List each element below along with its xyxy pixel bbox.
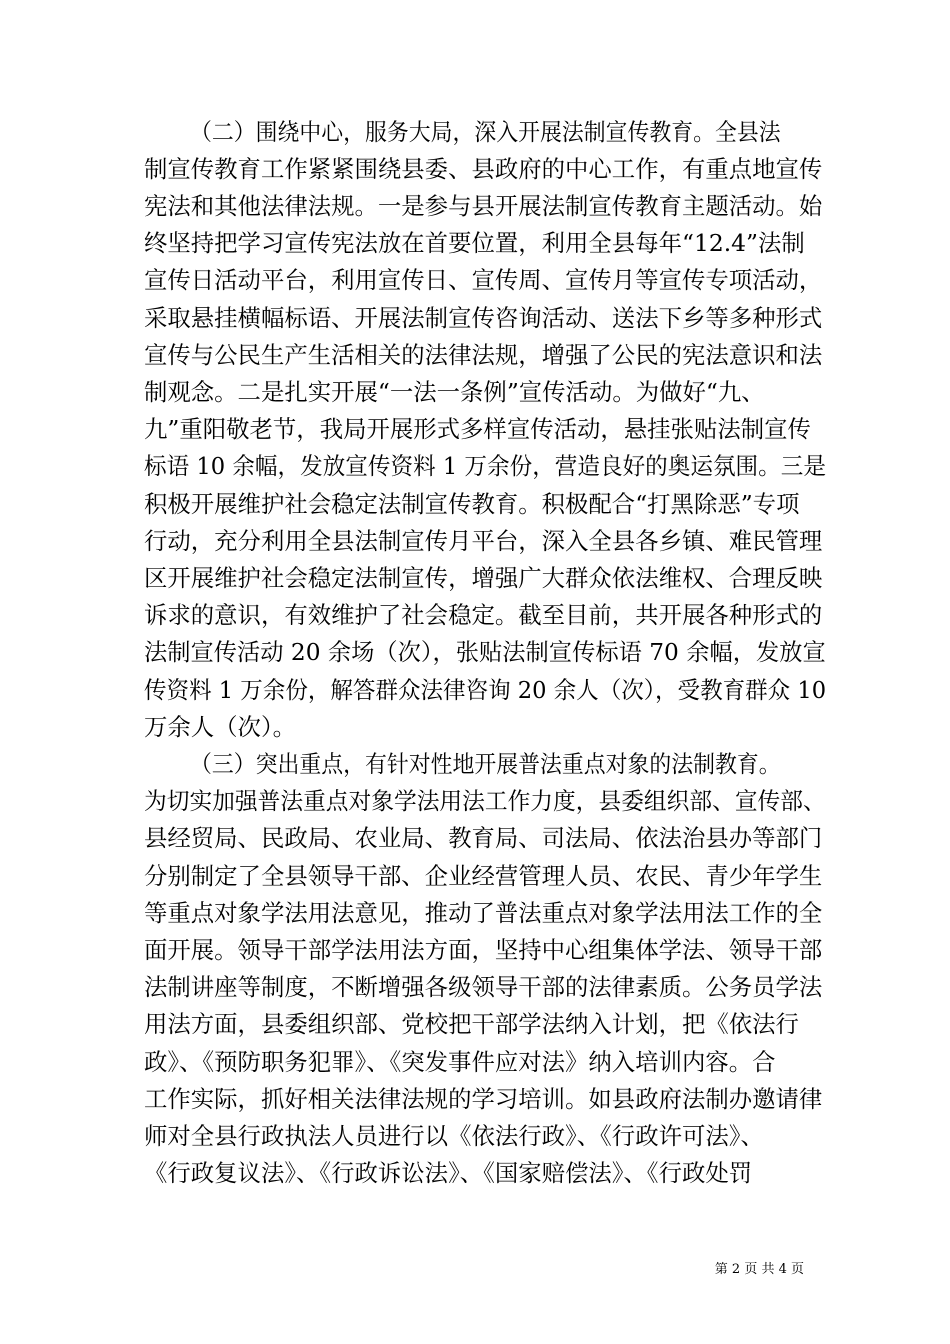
page-number: 第 2 页 共 4 页 xyxy=(714,1262,804,1277)
text-line: 面开展。领导干部学法用法方面，坚持中心组集体学法、领导干部 xyxy=(144,936,823,964)
text-line: 分别制定了全县领导干部、企业经营管理人员、农民、青少年学生 xyxy=(144,862,823,890)
text-line: （三）突出重点，有针对性地开展普法重点对象的法制教育。 xyxy=(190,750,781,778)
text-line: 宣传与公民生产生活相关的法律法规，增强了公民的宪法意识和法 xyxy=(144,341,823,369)
text-line: 采取悬挂横幅标语、开展法制宣传咨询活动、送法下乡等多种形式 xyxy=(144,304,823,332)
text-line: 制宣传教育工作紧紧围绕县委、县政府的中心工作，有重点地宣传 xyxy=(144,155,823,183)
text-line: 诉求的意识，有效维护了社会稳定。截至目前，共开展各种形式的 xyxy=(144,601,823,629)
text-line: 传资料 1 万余份，解答群众法律咨询 20 余人（次），受教育群众 10 xyxy=(144,676,827,704)
text-line: （二）围绕中心，服务大局，深入开展法制宣传教育。全县法 xyxy=(190,118,781,146)
text-line: 万余人（次）。 xyxy=(144,713,297,741)
text-line: 九”重阳敬老节，我局开展形式多样宣传活动，悬挂张贴法制宣传 xyxy=(144,415,811,443)
text-line: 县经贸局、民政局、农业局、教育局、司法局、依法治县办等部门 xyxy=(144,824,823,852)
text-line: 师对全县行政执法人员进行以《依法行政》、《行政许可法》、 xyxy=(144,1122,764,1150)
text-line: 政》、《预防职务犯罪》、《突发事件应对法》纳入培训内容。合 xyxy=(144,1048,776,1076)
text-line: 为切实加强普法重点对象学法用法工作力度，县委组织部、宣传部、 xyxy=(144,787,826,815)
text-line: 积极开展维护社会稳定法制宣传教育。积极配合“打黑除恶”专项 xyxy=(144,490,800,518)
text-line: 《行政复议法》、《行政诉讼法》、《国家赔偿法》、《行政处罚 xyxy=(144,1159,753,1187)
text-line: 等重点对象学法用法意见，推动了普法重点对象学法用法工作的全 xyxy=(144,899,823,927)
text-line: 终坚持把学习宣传宪法放在首要位置，利用全县每年“12.4”法制 xyxy=(144,229,805,257)
text-line: 用法方面，县委组织部、党校把干部学法纳入计划，把《依法行 xyxy=(144,1010,799,1038)
text-line: 宣传日活动平台，利用宣传日、宣传周、宣传月等宣传专项活动， xyxy=(144,266,823,294)
text-line: 工作实际，抓好相关法律法规的学习培训。如县政府法制办邀请律 xyxy=(144,1085,823,1113)
text-line: 法制宣传活动 20 余场（次），张贴法制宣传标语 70 余幅，发放宣 xyxy=(144,638,826,666)
text-line: 宪法和其他法律法规。一是参与县开展法制宣传教育主题活动。始 xyxy=(144,192,823,220)
text-line: 区开展维护社会稳定法制宣传，增强广大群众依法维权、合理反映 xyxy=(144,564,823,592)
text-line: 标语 10 余幅，发放宣传资料 1 万余份，营造良好的奥运氛围。三是 xyxy=(144,452,826,480)
text-line: 行动，充分利用全县法制宣传月平台，深入全县各乡镇、难民管理 xyxy=(144,527,823,555)
text-line: 制观念。二是扎实开展“一法一条例”宣传活动。为做好“九、 xyxy=(144,378,765,406)
text-line: 法制讲座等制度，不断增强各级领导干部的法律素质。公务员学法 xyxy=(144,973,823,1001)
